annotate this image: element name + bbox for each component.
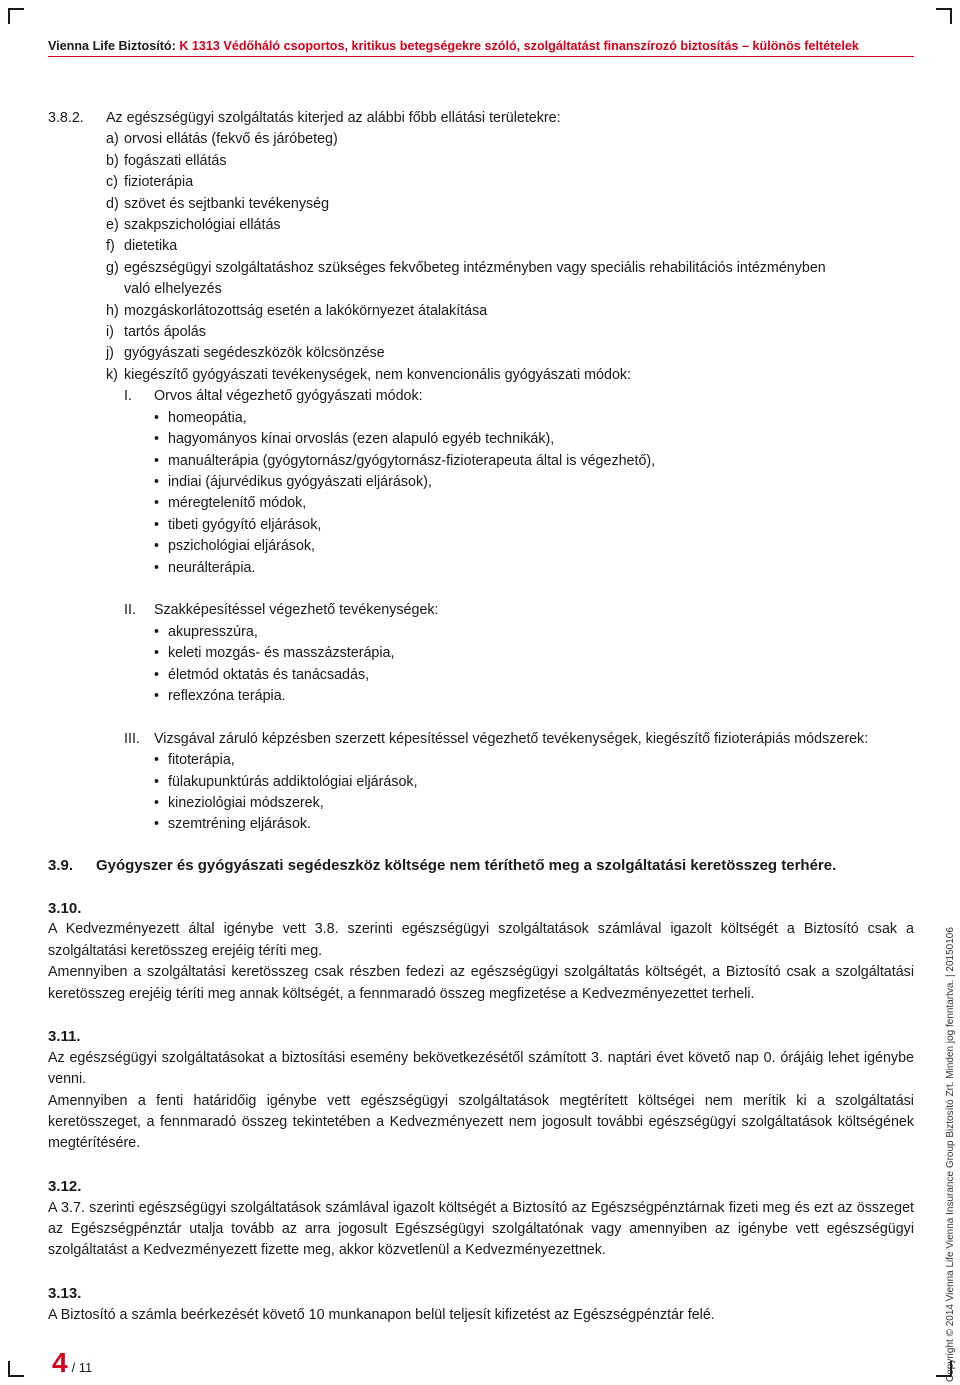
bullet-icon: • (154, 623, 160, 640)
group-heading (48, 729, 914, 750)
bullet-icon: • (154, 431, 160, 448)
section-number: 3.9. (48, 857, 74, 875)
list-item-label: k) (106, 366, 118, 383)
bullet-item (48, 558, 914, 579)
group-numeral: I. (124, 388, 132, 405)
list-item-label: h) (106, 302, 119, 319)
bullet-icon: • (154, 752, 160, 769)
list-item-text: szakpszichológiai ellátás (124, 217, 281, 234)
group-numeral: III. (124, 730, 140, 747)
group-title: Orvos által végezhető gyógyászati módok: (154, 388, 423, 405)
group-spacer (48, 579, 914, 600)
current-page: 4 (52, 1347, 68, 1378)
bullet-item (48, 643, 914, 664)
list-item-text: egészségügyi szolgáltatáshoz szükséges fekvőbeteg intézményben vagy speciális rehabilitációs intézményben (124, 259, 826, 276)
section-3-13-paragraph-1: A Biztosító a számla beérkezését követő 10 munkanapon belül teljesít kifizetést az Egészségpénztár felé. (48, 1306, 715, 1323)
section-intro: Az egészségügyi szolgáltatás kiterjed az alábbi főbb ellátási területekre: (106, 110, 561, 126)
page-header (48, 36, 914, 57)
bullet-text: hagyományos kínai orvoslás (ezen alapuló egyéb technikák), (168, 431, 555, 448)
list-item-label: c) (106, 174, 118, 191)
bullet-item (48, 750, 914, 771)
bullet-text: szemtréning eljárások. (168, 816, 312, 833)
bullet-text: manuálterápia (gyógytornász/gyógytornász-fizioterapeuta által is végezhető), (168, 452, 656, 469)
list-item-text: gyógyászati segédeszközök kölcsönzése (124, 345, 385, 362)
bullet-icon: • (154, 687, 160, 704)
list-item (48, 151, 914, 172)
bullet-item (48, 429, 914, 450)
list-item (48, 343, 914, 364)
list-item-label: i) (106, 324, 114, 341)
bullet-text: indiai (ájurvédikus gyógyászati eljárások), (168, 473, 432, 490)
section-3-8-2-intro (48, 108, 914, 129)
bullet-icon: • (154, 516, 160, 533)
list-item (48, 129, 914, 150)
header-brand: Vienna Life Biztosító: (48, 39, 176, 53)
bullet-item (48, 686, 914, 707)
bullet-item (48, 814, 914, 835)
bullet-text: méregtelenítő módok, (168, 495, 307, 512)
list-item-text: dietetika (124, 238, 178, 255)
bullet-text: fitoterápia, (168, 752, 235, 769)
total-pages: / 11 (71, 1360, 93, 1375)
section-3-12-paragraph-1: A 3.7. szerinti egészségügyi szolgáltatások számlával igazolt költségét a Biztosító az Egészségpénztárnak fizeti meg és ezt az összeget az Egészségpénztár utalja tovább az arra jogosult Egészségügyi szolgáltatónak vagy amennyiben az igénybe vett egészségügyi szolgáltatást a Kedvezményezett fizette meg, akkor közvetlenül a Kedvezményezettnek. (48, 1199, 914, 1259)
crop-mark-bottom-left (8, 1361, 24, 1377)
group-heading (48, 600, 914, 621)
section-3-11-paragraph-1: Az egészségügyi szolgáltatásokat a biztosítási esemény bekövetkezésétől számított 3. naptári évet követő nap 0. órájáig lehet igénybe venni. (48, 1049, 914, 1088)
list-item-label: f) (106, 238, 115, 255)
bullet-icon: • (154, 409, 160, 426)
bullet-icon: • (154, 538, 160, 555)
bullet-item (48, 622, 914, 643)
list-item-label: e) (106, 217, 119, 234)
bullet-text: neurálterápia. (168, 559, 256, 576)
copyright-notice: Copyright © 2014 Vienna Life Vienna Insurance Group Biztosító Zrt. Minden jog fenntartva. | 20150106 (945, 927, 956, 1382)
therapy-groups (48, 386, 914, 836)
group-numeral: II. (124, 602, 136, 619)
section-number-3-11: 3.11. (48, 1028, 81, 1046)
list-item (48, 194, 914, 215)
list-item-text: tartós ápolás (124, 324, 206, 341)
list-item-text: szövet és sejtbanki tevékenység (124, 195, 330, 212)
list-item (48, 301, 914, 322)
bullet-icon: • (154, 816, 160, 833)
list-item-text: fogászati ellátás (124, 152, 227, 169)
crop-mark-top-left (8, 8, 24, 24)
bullet-icon: • (154, 452, 160, 469)
bullet-icon: • (154, 559, 160, 576)
bullet-item (48, 515, 914, 536)
list-item-text: orvosi ellátás (fekvő és járóbeteg) (124, 131, 338, 148)
bullet-icon: • (154, 473, 160, 490)
header-title: K 1313 Védőháló csoportos, kritikus betegségekre szóló, szolgáltatást finanszírozó biztosítás – különös feltételek (179, 39, 859, 53)
section-number-3-10: 3.10. (48, 899, 82, 917)
area-list (48, 129, 914, 386)
list-item-text: kiegészítő gyógyászati tevékenységek, nem konvencionális gyógyászati módok: (124, 366, 632, 383)
bullet-icon: • (154, 666, 160, 683)
bullet-icon: • (154, 645, 160, 662)
bullet-icon: • (154, 794, 160, 811)
crop-mark-top-right (936, 8, 952, 24)
page-number (52, 1347, 93, 1379)
list-item-label: j) (106, 345, 114, 362)
list-item (48, 365, 914, 386)
bullet-item (48, 408, 914, 429)
bullet-item (48, 451, 914, 472)
list-item-label: a) (106, 131, 119, 148)
group-heading (48, 386, 914, 407)
section-number-3-12: 3.12. (48, 1178, 82, 1196)
list-item-text: fizioterápia (124, 174, 194, 191)
group-spacer (48, 707, 914, 728)
bullet-text: kineziológiai módszerek, (168, 794, 324, 811)
bullet-text: fülakupunktúrás addiktológiai eljárások, (168, 773, 418, 790)
bullet-text: pszichológiai eljárások, (168, 538, 316, 555)
bullet-text: keleti mozgás- és masszázsterápia, (168, 645, 395, 662)
bullet-icon: • (154, 495, 160, 512)
bullet-item (48, 772, 914, 793)
list-item-label: g) (106, 259, 119, 276)
group-title: Szakképesítéssel végezhető tevékenységek: (154, 602, 439, 619)
section-text: Gyógyszer és gyógyászati segédeszköz költsége nem téríthető meg a szolgáltatási keretösszeg terhére. (96, 857, 837, 875)
bullet-item (48, 536, 914, 557)
section-number: 3.8.2. (48, 110, 84, 126)
list-item-continuation: való elhelyezés (124, 281, 222, 298)
bullet-text: akupresszúra, (168, 623, 258, 640)
list-item-text: mozgáskorlátozottság esetén a lakókörnyezet átalakítása (124, 302, 488, 319)
list-item-label: d) (106, 195, 119, 212)
list-item (48, 258, 914, 279)
bullet-item (48, 793, 914, 814)
list-item (48, 215, 914, 236)
list-item (48, 322, 914, 343)
section-3-10-paragraph-1: A Kedvezményezett által igénybe vett 3.8. szerinti egészségügyi szolgáltatások számlával igazolt költségét a Biztosító csak a szolgáltatási keretösszeg erejéig téríti meg. (48, 921, 914, 959)
bullet-text: homeopátia, (168, 409, 247, 426)
group-title: Vizsgával záruló képzésben szerzett képesítéssel végezhető tevékenységek, kiegészítő fizioterápiás módszerek: (154, 730, 869, 747)
bullet-text: tibeti gyógyító eljárások, (168, 516, 322, 533)
section-3-9 (48, 855, 914, 876)
list-item-label: b) (106, 152, 119, 169)
header-divider (48, 56, 914, 57)
bullet-item (48, 472, 914, 493)
bullet-text: reflexzóna terápia. (168, 687, 286, 704)
list-item (48, 172, 914, 193)
page-content (48, 108, 914, 1326)
bullet-item (48, 665, 914, 686)
bullet-text: életmód oktatás és tanácsadás, (168, 666, 370, 683)
section-3-10-paragraph-2: Amennyiben a szolgáltatási keretösszeg csak részben fedezi az egészségügyi szolgáltatás költségét, a Biztosító csak a szolgáltatási keretösszeg erejéig téríti meg annak költségét, a fennmaradó összeg megfizetése a Kedvezményezettet terheli. (48, 964, 914, 1002)
bullet-icon: • (154, 773, 160, 790)
section-3-11-paragraph-2: Amennyiben a fenti határidőig igénybe vett egészségügyi szolgáltatások megtérített költségei nem merítik ki a szolgáltatási keretösszeget, a fennmaradó összeg tekintetében a Kedvezményezett nem jogosult további egészségügyi szolgáltatások költségének megtérítésére. (48, 1092, 914, 1152)
list-item (48, 236, 914, 257)
section-number-3-13: 3.13. (48, 1285, 82, 1303)
bullet-item (48, 493, 914, 514)
